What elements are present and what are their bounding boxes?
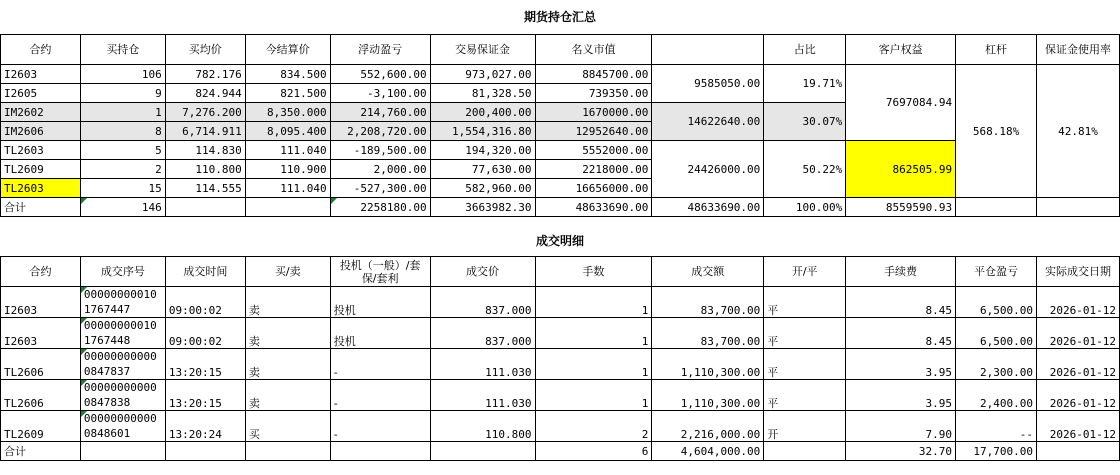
cell-pnl[interactable]: -527,300.00 [330, 179, 430, 198]
cell-qty[interactable]: 8 [80, 122, 165, 141]
cell-avg-price[interactable]: 114.555 [165, 179, 245, 198]
cell-open-close[interactable]: 平 [764, 318, 846, 349]
total-row [1, 198, 1120, 217]
cell-group-ratio-tl[interactable]: 50.22% [764, 141, 846, 198]
cell-side[interactable]: 卖 [245, 318, 330, 349]
trade-seq-line-2: 0848601 [83, 427, 131, 440]
cell-trade-seq[interactable] [80, 349, 165, 380]
cell-trade-price[interactable]: 110.800 [430, 411, 535, 442]
cell-fee[interactable]: 8.45 [846, 287, 956, 318]
col-header-trade-time: 成交时间 [165, 257, 245, 287]
positions-summary-table [0, 0, 1120, 217]
col-header-hedge-flag: 投机（一般）/套保/套利 [330, 257, 430, 287]
cell-empty[interactable] [165, 198, 245, 217]
cell-trade-time[interactable]: 13:20:15 [165, 380, 245, 411]
cell-empty[interactable] [430, 442, 535, 461]
cell-margin[interactable]: 582,960.00 [430, 179, 535, 198]
col-header-actual-date: 实际成交日期 [1036, 257, 1119, 287]
cell-trade-seq[interactable] [80, 287, 165, 318]
cell-avg-price[interactable]: 7,276.200 [165, 103, 245, 122]
cell-group-value-i[interactable]: 9585050.00 [652, 65, 764, 103]
cell-lots[interactable]: 1 [535, 349, 652, 380]
cell-close-pnl[interactable]: 2,400.00 [955, 380, 1036, 411]
cell-group-ratio-i[interactable]: 19.71% [764, 65, 846, 103]
cell-total-qty[interactable]: 146 [80, 198, 165, 217]
cell-contract[interactable]: I2603 [1, 287, 81, 318]
cell-qty[interactable]: 106 [80, 65, 165, 84]
cell-empty[interactable] [80, 442, 165, 461]
positions-header-row [1, 35, 1120, 65]
cell-actual-date[interactable]: 2026-01-12 [1036, 349, 1119, 380]
cell-open-close[interactable]: 平 [764, 287, 846, 318]
cell-fee[interactable]: 8.45 [846, 318, 956, 349]
trade-seq-line-2: 1767448 [83, 334, 131, 347]
cell-pnl[interactable]: 214,760.00 [330, 103, 430, 122]
cell-empty[interactable] [245, 442, 330, 461]
cell-total-label[interactable]: 合计 [1, 442, 81, 461]
cell-margin[interactable]: 81,328.50 [430, 84, 535, 103]
cell-hedge-flag[interactable]: 投机 [330, 287, 430, 318]
cell-lots[interactable]: 2 [535, 411, 652, 442]
cell-notional[interactable]: 16656000.00 [535, 179, 652, 198]
cell-avg-price[interactable]: 782.176 [165, 65, 245, 84]
table-row [1, 141, 1120, 160]
cell-total-fee[interactable]: 32.70 [846, 442, 956, 461]
cell-notional[interactable]: 2218000.00 [535, 160, 652, 179]
col-header-lots: 手数 [535, 257, 652, 287]
col-header-open-close: 开/平 [764, 257, 846, 287]
cell-open-close[interactable]: 开 [764, 411, 846, 442]
cell-actual-date[interactable]: 2026-01-12 [1036, 380, 1119, 411]
cell-settle-price[interactable]: 8,095.400 [245, 122, 330, 141]
positions-title: 期货持仓汇总 [523, 9, 596, 24]
cell-contract[interactable]: I2603 [1, 318, 81, 349]
cell-actual-date[interactable]: 2026-01-12 [1036, 411, 1119, 442]
cell-group-value-tl[interactable]: 24426000.00 [652, 141, 764, 198]
cell-hedge-flag[interactable]: - [330, 349, 430, 380]
cell-contract[interactable]: I2605 [1, 84, 81, 103]
cell-total-ratio[interactable]: 100.00% [764, 198, 846, 217]
cell-empty[interactable] [764, 442, 846, 461]
cell-empty[interactable] [1036, 442, 1119, 461]
cell-leverage[interactable]: 568.18% [956, 65, 1037, 198]
trade-seq-line-1: 00000000000 [83, 412, 157, 425]
cell-trade-price[interactable]: 837.000 [430, 287, 535, 318]
cell-fee[interactable]: 3.95 [846, 349, 956, 380]
trade-seq-line-1: 00000000000 [83, 381, 157, 394]
cell-pnl[interactable]: 552,600.00 [330, 65, 430, 84]
cell-trade-price[interactable]: 837.000 [430, 318, 535, 349]
cell-empty[interactable] [245, 198, 330, 217]
col-header-turnover: 成交额 [652, 257, 764, 287]
cell-qty[interactable]: 2 [80, 160, 165, 179]
col-header-blank [652, 35, 764, 65]
cell-side[interactable]: 卖 [245, 380, 330, 411]
cell-qty[interactable]: 9 [80, 84, 165, 103]
col-header-close-pnl: 平仓盈亏 [955, 257, 1036, 287]
cell-open-close[interactable]: 平 [764, 380, 846, 411]
cell-margin[interactable]: 200,400.00 [430, 103, 535, 122]
cell-actual-date[interactable]: 2026-01-12 [1036, 287, 1119, 318]
cell-pnl[interactable]: -189,500.00 [330, 141, 430, 160]
cell-trade-price[interactable]: 111.030 [430, 349, 535, 380]
cell-contract[interactable]: I2603 [1, 65, 81, 84]
cell-margin[interactable]: 973,027.00 [430, 65, 535, 84]
cell-fee[interactable]: 7.90 [846, 411, 956, 442]
table-row [1, 318, 1120, 349]
trade-seq-line-2: 1767447 [83, 303, 131, 316]
cell-notional[interactable]: 12952640.00 [535, 122, 652, 141]
cell-avg-price[interactable]: 824.944 [165, 84, 245, 103]
cell-group-value-im[interactable]: 14622640.00 [652, 103, 764, 141]
cell-qty[interactable]: 1 [80, 103, 165, 122]
cell-qty[interactable]: 5 [80, 141, 165, 160]
cell-close-pnl[interactable]: 2,300.00 [955, 349, 1036, 380]
cell-trade-time[interactable]: 13:20:24 [165, 411, 245, 442]
cell-turnover[interactable]: 83,700.00 [652, 287, 764, 318]
col-header-trade-price: 成交价 [430, 257, 535, 287]
cell-trade-price[interactable]: 111.030 [430, 380, 535, 411]
col-header-contract: 合约 [1, 257, 81, 287]
cell-total-pnl[interactable]: 2258180.00 [330, 198, 430, 217]
cell-notional[interactable]: 1670000.00 [535, 103, 652, 122]
cell-side[interactable]: 买 [245, 411, 330, 442]
col-header-margin-usage: 保证金使用率 [1037, 35, 1120, 65]
cell-fee[interactable]: 3.95 [846, 380, 956, 411]
trade-seq-line-2: 0847838 [83, 396, 131, 409]
cell-hedge-flag[interactable]: - [330, 380, 430, 411]
cell-total-margin[interactable]: 3663982.30 [430, 198, 535, 217]
cell-total-label[interactable]: 合计 [1, 198, 81, 217]
trades-header-row [1, 257, 1120, 287]
cell-contract-highlighted[interactable]: TL2603 [1, 179, 81, 198]
cell-side[interactable]: 卖 [245, 287, 330, 318]
col-header-equity: 客户权益 [846, 35, 956, 65]
cell-margin[interactable]: 1,554,316.80 [430, 122, 535, 141]
cell-total-value[interactable]: 48633690.00 [652, 198, 764, 217]
cell-trade-time[interactable]: 09:00:02 [165, 287, 245, 318]
cell-avg-price[interactable]: 114.830 [165, 141, 245, 160]
table-row [1, 65, 1120, 84]
cell-pnl[interactable]: 2,208,720.00 [330, 122, 430, 141]
trade-seq-line-1: 00000000010 [83, 288, 157, 301]
cell-trade-seq[interactable] [80, 318, 165, 349]
col-header-side: 买/卖 [245, 257, 330, 287]
cell-settle-price[interactable]: 821.500 [245, 84, 330, 103]
cell-margin[interactable]: 194,320.00 [430, 141, 535, 160]
cell-contract[interactable]: TL2606 [1, 380, 81, 411]
col-header-trade-seq: 成交序号 [80, 257, 165, 287]
cell-empty[interactable] [330, 442, 430, 461]
cell-open-close[interactable]: 平 [764, 349, 846, 380]
cell-avg-price[interactable]: 6,714.911 [165, 122, 245, 141]
cell-equity-tl-highlighted[interactable]: 862505.99 [846, 141, 956, 198]
cell-lots[interactable]: 1 [535, 318, 652, 349]
cell-total-lots[interactable]: 6 [535, 442, 652, 461]
cell-turnover[interactable]: 83,700.00 [652, 318, 764, 349]
cell-turnover[interactable]: 1,110,300.00 [652, 349, 764, 380]
trades-total-row [1, 442, 1120, 461]
cell-turnover[interactable]: 1,110,300.00 [652, 380, 764, 411]
cell-settle-price[interactable]: 110.900 [245, 160, 330, 179]
col-header-avg-buy-price: 买均价 [165, 35, 245, 65]
cell-settle-price[interactable]: 111.040 [245, 141, 330, 160]
trade-seq-line-1: 00000000010 [83, 319, 157, 332]
cell-empty[interactable] [956, 198, 1037, 217]
cell-qty[interactable]: 15 [80, 179, 165, 198]
cell-notional[interactable]: 739350.00 [535, 84, 652, 103]
cell-contract[interactable]: TL2609 [1, 160, 81, 179]
cell-turnover[interactable]: 2,216,000.00 [652, 411, 764, 442]
table-row [1, 349, 1120, 380]
cell-empty[interactable] [1037, 198, 1120, 217]
cell-margin-usage[interactable]: 42.81% [1037, 65, 1120, 198]
cell-actual-date[interactable]: 2026-01-12 [1036, 318, 1119, 349]
cell-equity-top[interactable]: 7697084.94 [846, 65, 956, 141]
cell-close-pnl[interactable]: 6,500.00 [955, 318, 1036, 349]
cell-trade-seq[interactable] [80, 411, 165, 442]
col-header-floating-pnl: 浮动盈亏 [330, 35, 430, 65]
cell-total-close-pnl[interactable]: 17,700.00 [955, 442, 1036, 461]
cell-empty[interactable] [165, 442, 245, 461]
cell-contract[interactable]: IM2606 [1, 122, 81, 141]
cell-hedge-flag[interactable]: 投机 [330, 318, 430, 349]
cell-notional[interactable]: 5552000.00 [535, 141, 652, 160]
cell-trade-seq[interactable] [80, 380, 165, 411]
cell-pnl[interactable]: -3,100.00 [330, 84, 430, 103]
trade-seq-line-2: 0847837 [83, 365, 131, 378]
cell-close-pnl[interactable]: 6,500.00 [955, 287, 1036, 318]
trade-details-table [0, 226, 1120, 461]
cell-trade-time[interactable]: 13:20:15 [165, 349, 245, 380]
cell-margin[interactable]: 77,630.00 [430, 160, 535, 179]
cell-avg-price[interactable]: 110.800 [165, 160, 245, 179]
table-row [1, 287, 1120, 318]
cell-contract[interactable]: TL2609 [1, 411, 81, 442]
cell-total-equity[interactable]: 8559590.93 [846, 198, 956, 217]
table-row [1, 380, 1120, 411]
col-header-leverage: 杠杆 [956, 35, 1037, 65]
trade-seq-line-1: 00000000000 [83, 350, 157, 363]
cell-group-ratio-im[interactable]: 30.07% [764, 103, 846, 141]
cell-lots[interactable]: 1 [535, 380, 652, 411]
cell-settle-price[interactable]: 111.040 [245, 179, 330, 198]
cell-contract[interactable]: IM2602 [1, 103, 81, 122]
table-row [1, 411, 1120, 442]
cell-lots[interactable]: 1 [535, 287, 652, 318]
cell-settle-price[interactable]: 8,350.000 [245, 103, 330, 122]
cell-close-pnl[interactable]: -- [955, 411, 1036, 442]
cell-pnl[interactable]: 2,000.00 [330, 160, 430, 179]
cell-contract[interactable]: TL2603 [1, 141, 81, 160]
col-header-fee: 手续费 [846, 257, 956, 287]
cell-total-notional[interactable]: 48633690.00 [535, 198, 652, 217]
col-header-settlement-price: 今结算价 [245, 35, 330, 65]
cell-side[interactable]: 卖 [245, 349, 330, 380]
trades-title: 成交明细 [535, 233, 584, 248]
cell-contract[interactable]: TL2606 [1, 349, 81, 380]
col-header-margin: 交易保证金 [430, 35, 535, 65]
cell-trade-time[interactable]: 09:00:02 [165, 318, 245, 349]
cell-hedge-flag[interactable]: - [330, 411, 430, 442]
cell-notional[interactable]: 8845700.00 [535, 65, 652, 84]
col-header-ratio: 占比 [764, 35, 846, 65]
col-header-long-position: 买持仓 [80, 35, 165, 65]
col-header-contract: 合约 [1, 35, 81, 65]
cell-total-turnover[interactable]: 4,604,000.00 [652, 442, 764, 461]
col-header-notional: 名义市值 [535, 35, 652, 65]
cell-settle-price[interactable]: 834.500 [245, 65, 330, 84]
